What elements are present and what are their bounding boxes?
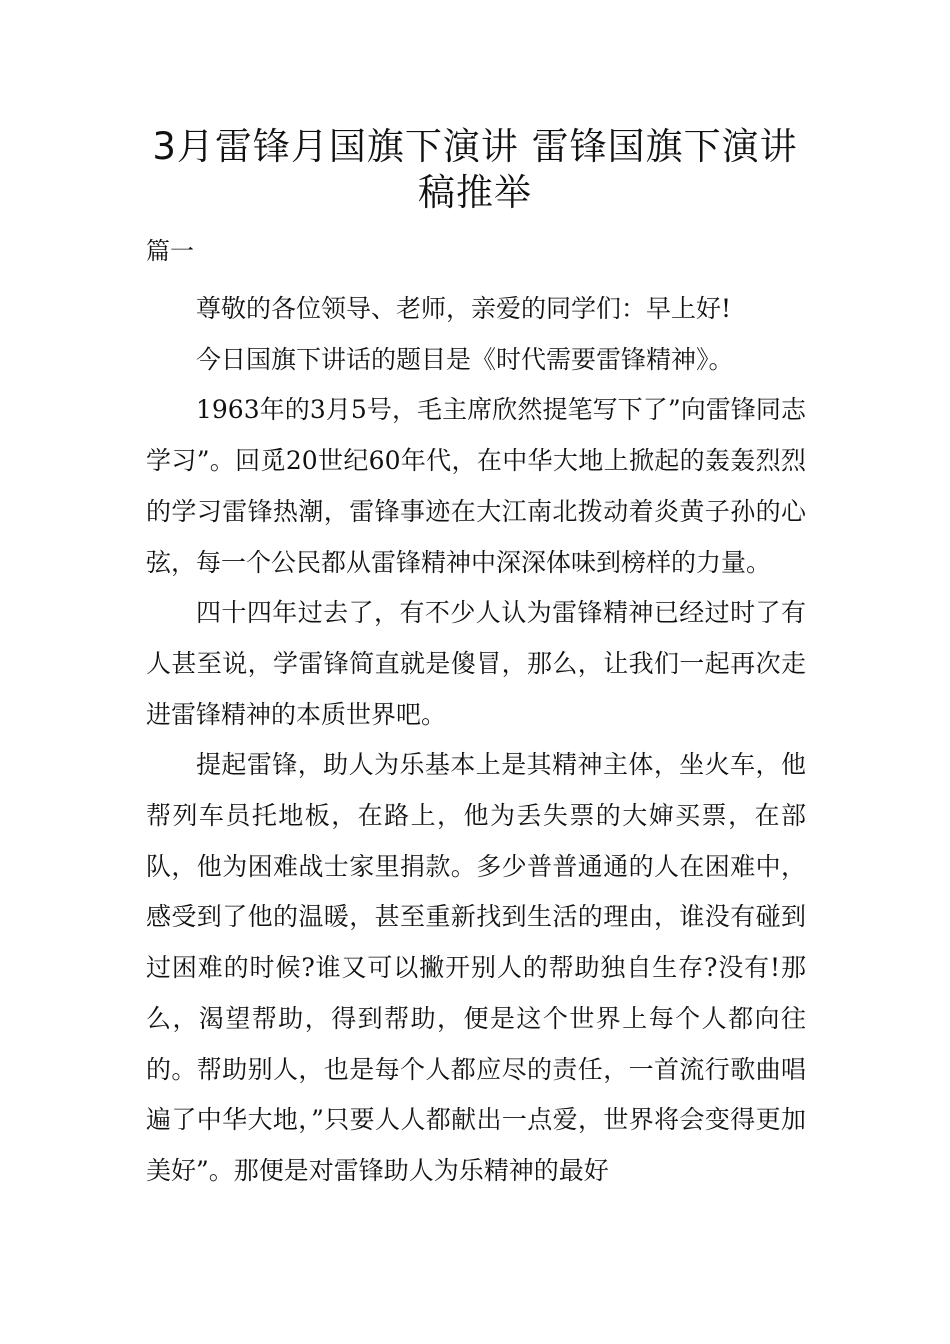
document-title [120,124,830,216]
title-line-1: 3月雷锋月国旗下演讲 雷锋国旗下演讲 [152,125,798,168]
paragraph-history: 1963年的3月5号，毛主席欣然提笔写下了”向雷锋同志学习”。回觅20世纪60年代，在中华大地上掀起的轰轰烈烈的学习雷锋热潮，雷锋事迹在大江南北拨动着炎黄子孙的心弦，每一个公民都从雷锋精神中深深体味到榜样的力量。 [146,395,806,577]
document-body [146,284,806,1197]
title-line-2: 稿推举 [418,171,532,214]
paragraph-topic: 今日国旗下讲话的题目是《时代需要雷锋精神》。 [196,344,734,374]
paragraph-helping-others: 提起雷锋，助人为乐基本上是其精神主体，坐火车，他帮列车员托地板，在路上，他为丢失票的大婶买票，在部队，他为困难战士家里捐款。多少普普通通的人在困难中，感受到了他的温暖，甚至重新找到生活的理由，谁没有碰到过困难的时候?谁又可以撇开别人的帮助独自生存?没有!那么，渴望帮助，得到帮助，便是这个世界上每个人都向往的。帮助别人，也是每个人都应尽的责任，一首流行歌曲唱遍了中华大地，”只要人人都献出一点爱，世界将会变得更加美好”。那便是对雷锋助人为乐精神的最好 [146,750,806,1185]
paragraph-forty-four-years: 四十四年过去了，有不少人认为雷锋精神已经过时了有人甚至说，学雷锋简直就是傻冒，那么，让我们一起再次走进雷锋精神的本质世界吧。 [146,598,806,729]
section-label: 篇一 [146,237,194,265]
paragraph-greeting: 尊敬的各位领导、老师，亲爱的同学们：早上好! [196,294,732,323]
